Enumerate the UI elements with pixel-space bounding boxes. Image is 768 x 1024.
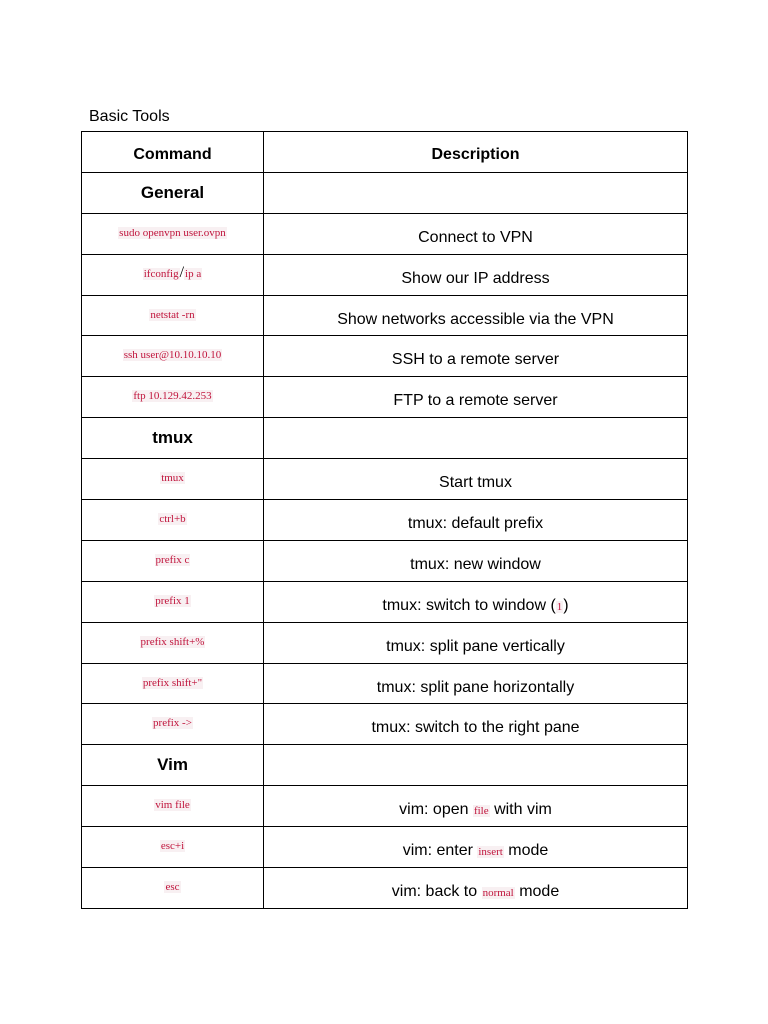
inline-code: insert [478, 846, 503, 859]
command-cell [82, 704, 264, 745]
description-text: with vim [489, 801, 552, 819]
table-row [82, 622, 688, 663]
table-row [82, 295, 688, 336]
command-code: prefix shift+" [142, 676, 203, 689]
description-cell: Show networks accessible via the VPN [264, 295, 688, 336]
table-row [82, 213, 688, 254]
table-row [82, 459, 688, 500]
table-row [82, 786, 688, 827]
description-text: mode [514, 882, 560, 900]
table-row [82, 540, 688, 581]
command-code: vim file [155, 799, 190, 812]
description-cell: tmux: default prefix [264, 500, 688, 541]
command-cell [82, 581, 264, 622]
command-code: sudo openvpn user.ovpn [119, 226, 226, 239]
header-description: Description [264, 132, 688, 173]
command-cell [82, 868, 264, 909]
table-row [82, 704, 688, 745]
section-row-tmux [82, 418, 688, 459]
table-row [82, 377, 688, 418]
description-cell [264, 827, 688, 868]
command-cell [82, 540, 264, 581]
description-cell [264, 786, 688, 827]
command-code: tmux [161, 472, 184, 485]
description-cell: tmux: new window [264, 540, 688, 581]
command-code: esc+i [160, 840, 185, 853]
inline-code: 1 [556, 600, 563, 613]
section-row-vim [82, 745, 688, 786]
command-cell [82, 500, 264, 541]
description-text: tmux: switch to window ( [382, 596, 556, 614]
command-code: esc [165, 880, 180, 893]
command-cell [82, 254, 264, 295]
description-cell [264, 581, 688, 622]
command-cell [82, 459, 264, 500]
table-row [82, 827, 688, 868]
command-code: ctrl+b [159, 512, 186, 525]
command-cell [82, 827, 264, 868]
description-text: mode [503, 842, 549, 860]
table-row [82, 868, 688, 909]
command-code: ssh user@10.10.10.10 [123, 349, 222, 362]
description-cell: Show our IP address [264, 254, 688, 295]
section-label: Vim [82, 745, 264, 786]
page-title: Basic Tools [89, 108, 170, 125]
command-code: prefix shift+% [140, 635, 205, 648]
command-cell [82, 622, 264, 663]
description-cell: tmux: split pane horizontally [264, 663, 688, 704]
section-label: General [82, 172, 264, 213]
section-empty-cell [264, 745, 688, 786]
header-command: Command [82, 132, 264, 173]
description-cell: SSH to a remote server [264, 336, 688, 377]
description-cell: tmux: split pane vertically [264, 622, 688, 663]
table-header-row [82, 132, 688, 173]
command-cell [82, 377, 264, 418]
description-text: vim: enter [402, 842, 478, 860]
command-cell [82, 786, 264, 827]
inline-code: file [473, 805, 489, 818]
command-code: ifconfig [143, 267, 179, 280]
inline-code: normal [482, 886, 514, 899]
table-row [82, 336, 688, 377]
command-table [81, 131, 688, 909]
description-text: vim: open [399, 801, 473, 819]
description-cell [264, 868, 688, 909]
table-row [82, 500, 688, 541]
description-cell: FTP to a remote server [264, 377, 688, 418]
command-code: prefix c [155, 553, 190, 566]
command-cell [82, 295, 264, 336]
table-row [82, 581, 688, 622]
section-empty-cell [264, 418, 688, 459]
command-cell [82, 663, 264, 704]
command-code: ftp 10.129.42.253 [133, 390, 212, 403]
table-row [82, 663, 688, 704]
command-cell [82, 213, 264, 254]
description-cell: tmux: switch to the right pane [264, 704, 688, 745]
description-text: ) [563, 596, 569, 614]
command-code: ip a [185, 267, 202, 280]
section-empty-cell [264, 172, 688, 213]
command-separator: / [179, 263, 185, 281]
table-row [82, 254, 688, 295]
command-code: prefix -> [153, 717, 192, 730]
command-code: prefix 1 [155, 594, 190, 607]
description-cell: Start tmux [264, 459, 688, 500]
description-text: vim: back to [391, 882, 482, 900]
description-cell: Connect to VPN [264, 213, 688, 254]
section-label: tmux [82, 418, 264, 459]
command-code: netstat -rn [150, 308, 195, 321]
section-row-general [82, 172, 688, 213]
command-cell [82, 336, 264, 377]
